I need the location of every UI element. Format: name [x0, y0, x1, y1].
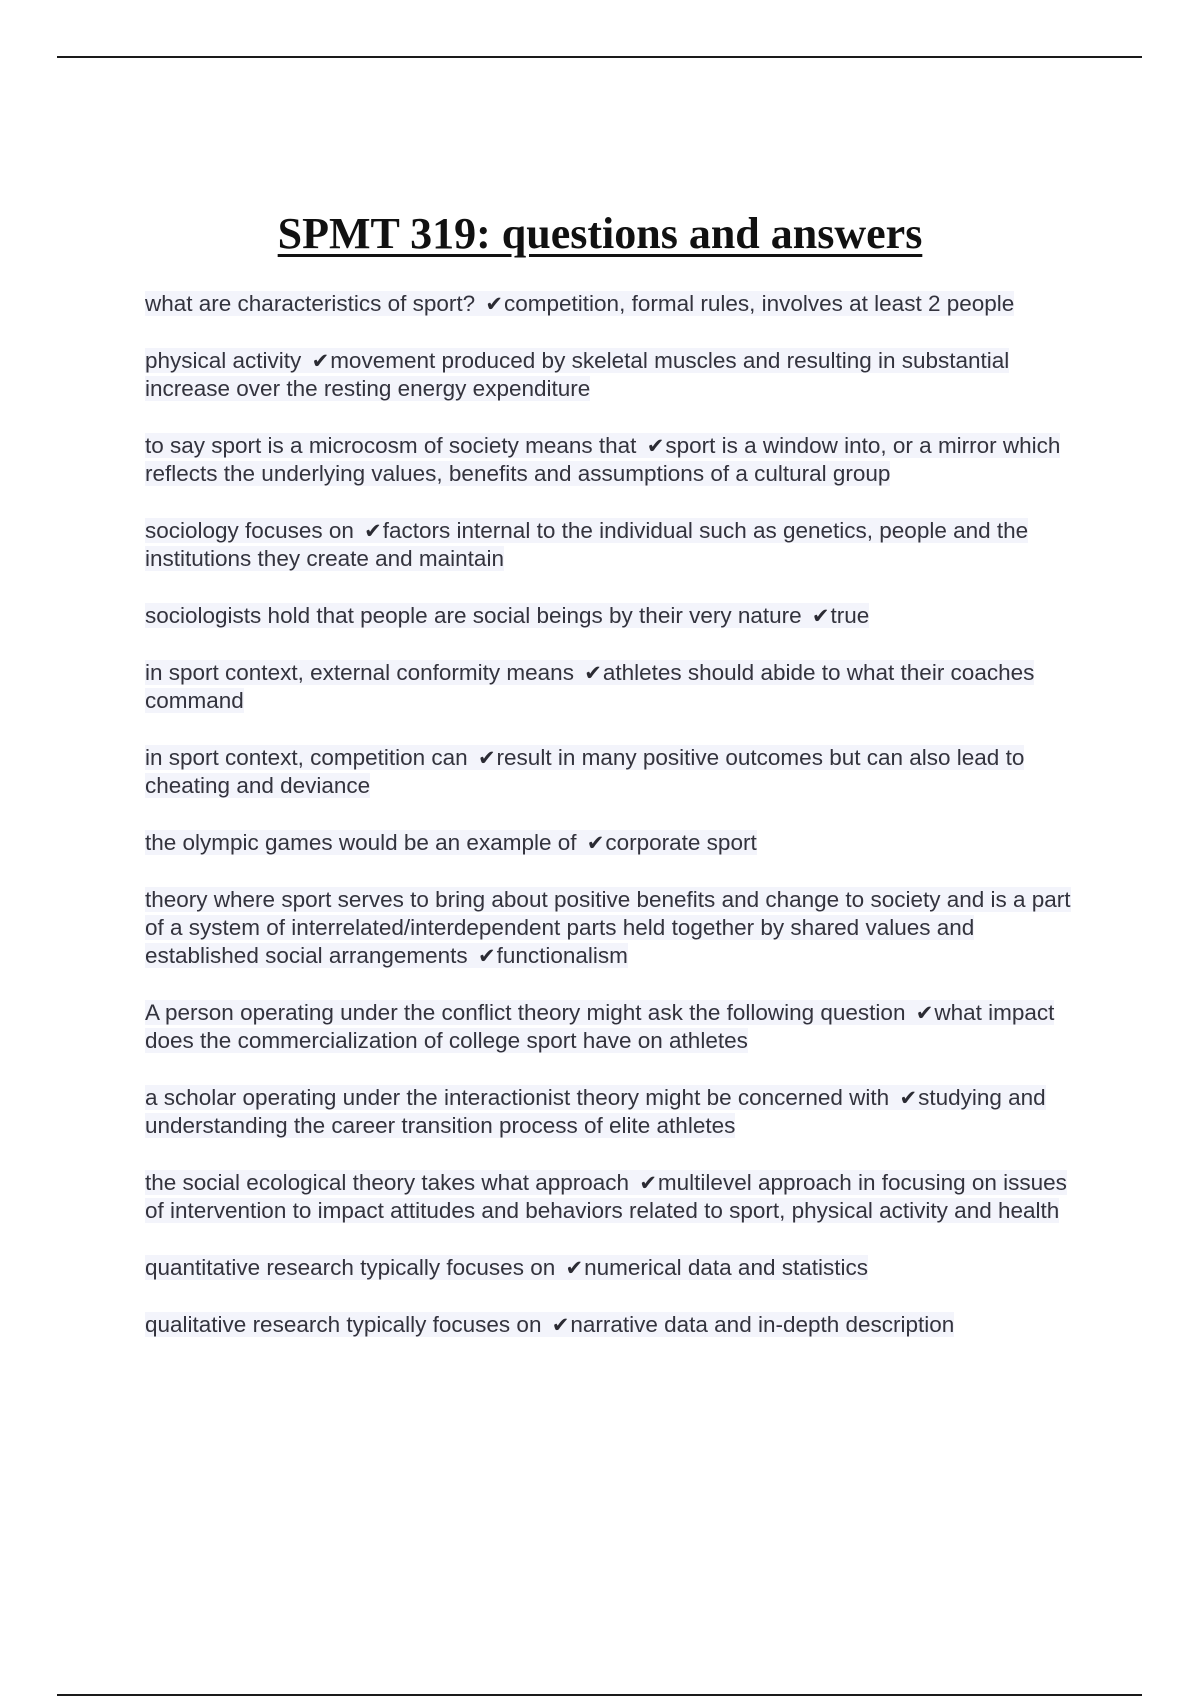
answer-text: narrative data and in-depth description [570, 1312, 955, 1337]
answer-text: result in many positive outcomes but can also lead to cheating and deviance [145, 745, 1025, 798]
check-mark-icon: ✔ [551, 1313, 570, 1337]
answer-text: corporate sport [605, 830, 757, 855]
question-text: physical activity [145, 348, 302, 373]
list-item [145, 886, 1090, 970]
list-item [145, 1311, 1090, 1339]
question-text: a scholar operating under the interactionist theory might be concerned with [145, 1085, 890, 1110]
check-mark-icon: ✔ [477, 746, 496, 770]
list-item [145, 602, 1090, 630]
answer-text: movement produced by skeletal muscles and resulting in substantial increase over the resting energy expenditure [145, 348, 1010, 401]
question-text: theory where sport serves to bring about positive benefits and change to society and is a part of a system of interrelated/interdependent parts held together by shared values and established social arrangements [145, 887, 1071, 968]
check-mark-icon: ✔ [586, 831, 605, 855]
answer-text: competition, formal rules, involves at least 2 people [504, 291, 1015, 316]
list-item [145, 999, 1090, 1055]
question-text: sociology focuses on [145, 518, 354, 543]
answer-text: factors internal to the individual such as genetics, people and the institutions they create and maintain [145, 518, 1029, 571]
check-mark-icon: ✔ [646, 434, 665, 458]
list-item [145, 1169, 1090, 1225]
bottom-divider [57, 1694, 1142, 1696]
answer-text: sport is a window into, or a mirror which reflects the underlying values, benefits and assumptions of a cultural group [145, 433, 1061, 486]
answer-text: true [830, 603, 870, 628]
check-mark-icon: ✔ [639, 1171, 657, 1195]
answer-text: numerical data and statistics [584, 1255, 868, 1280]
answer-text: studying and understanding the career transition process of elite athletes [145, 1085, 1046, 1138]
answer-text: multilevel approach in focusing on issues of intervention to impact attitudes and behaviors related to sport, physical activity and health [145, 1170, 1067, 1223]
question-text: sociologists hold that people are social beings by their very nature [145, 603, 802, 628]
answer-text: athletes should abide to what their coaches command [145, 660, 1035, 713]
question-text: the olympic games would be an example of [145, 830, 577, 855]
question-text: qualitative research typically focuses on [145, 1312, 542, 1337]
top-divider [57, 56, 1142, 58]
list-item [145, 432, 1090, 488]
list-item [145, 744, 1090, 800]
list-item [145, 659, 1090, 715]
check-mark-icon: ✔ [364, 519, 382, 543]
list-item [145, 290, 1090, 318]
list-item [145, 1084, 1090, 1140]
list-item [145, 517, 1090, 573]
page-title: SPMT 319: questions and answers [277, 209, 923, 258]
check-mark-icon: ✔ [899, 1086, 918, 1110]
answer-text: what impact does the commercialization of college sport have on athletes [145, 1000, 1055, 1053]
list-item [145, 829, 1090, 857]
qa-list [145, 290, 1090, 1368]
list-item [145, 1254, 1090, 1282]
question-text: A person operating under the conflict theory might ask the following question [145, 1000, 906, 1025]
check-mark-icon: ✔ [477, 944, 496, 968]
question-text: quantitative research typically focuses on [145, 1255, 556, 1280]
check-mark-icon: ✔ [311, 349, 330, 373]
question-text: to say sport is a microcosm of society means that [145, 433, 637, 458]
check-mark-icon: ✔ [584, 661, 602, 685]
answer-text: functionalism [496, 943, 628, 968]
check-mark-icon: ✔ [485, 292, 504, 316]
question-text: what are characteristics of sport? [145, 291, 476, 316]
check-mark-icon: ✔ [811, 604, 830, 628]
question-text: in sport context, external conformity means [145, 660, 574, 685]
question-text: the social ecological theory takes what approach [145, 1170, 630, 1195]
check-mark-icon: ✔ [915, 1001, 934, 1025]
list-item [145, 347, 1090, 403]
check-mark-icon: ✔ [565, 1256, 584, 1280]
question-text: in sport context, competition can [145, 745, 468, 770]
